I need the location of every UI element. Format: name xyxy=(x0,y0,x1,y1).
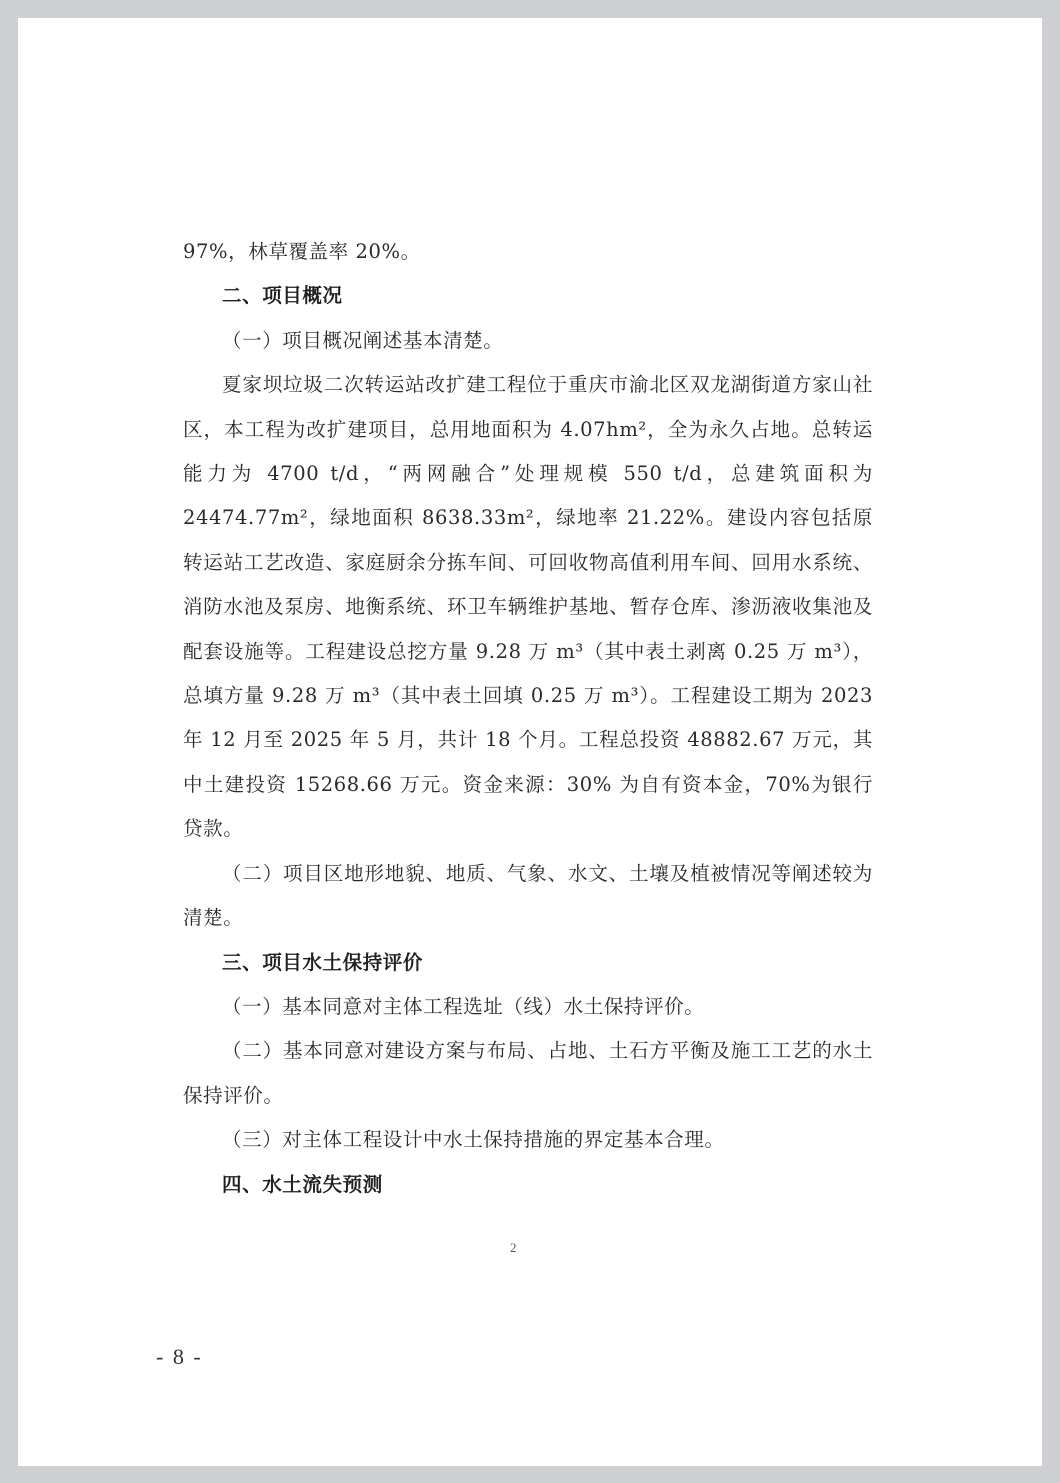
paragraph-site-conditions: （二）项目区地形地貌、地质、气象、水文、土壤及植被情况等阐述较为清楚。 xyxy=(183,861,873,930)
paragraph-project-description: 夏家坝垃圾二次转运站改扩建工程位于重庆市渝北区双龙湖街道方家山社区，本工程为改扩建项目，总用地面积为 4.07hm²，全为永久占地。总转运能力为 4700 t/d，“两网融合”处理规模 550 t/d，总建筑面积为 24474.77m²，绿地面积 8638.33m²，绿地率 21.22%。建设内容包括原转运站工艺改造、家庭厨余分拣车间、可回收物高值利用车间、回用水系统、消防水池及泵房、地衡系统、环卫车辆维护基地、暂存仓库、渗沥液收集池及配套设施等。工程建设总挖方量 9.28 万 m³（其中表土剥离 0.25 万 m³），总填方量 9.28 万 m³（其中表土回填 0.25 万 m³）。工程建设工期为 2023 年 12 月至 2025 年 5 月，共计 18 个月。工程总投资 48882.67 万元，其中土建投资 15268.66 万元。资金来源：30% 为自有资本金，70%为银行贷款。 xyxy=(183,373,873,841)
document-body xyxy=(183,230,873,1207)
paragraph-measures-definition: （三）对主体工程设计中水土保持措施的界定基本合理。 xyxy=(222,1128,725,1152)
paragraph-overview-clarity: （一）项目概况阐述基本清楚。 xyxy=(222,328,504,352)
section-heading-soil-water-evaluation: 三、项目水土保持评价 xyxy=(222,950,424,974)
scanned-page-number: 2 xyxy=(510,1240,517,1255)
page-number: - 8 - xyxy=(156,1344,203,1369)
paragraph-site-selection-evaluation: （一）基本同意对主体工程选址（线）水土保持评价。 xyxy=(222,994,705,1018)
document-page xyxy=(18,18,1042,1466)
paragraph-continuation: 97%，林草覆盖率 20%。 xyxy=(183,240,421,263)
paragraph-layout-evaluation: （二）基本同意对建设方案与布局、占地、土石方平衡及施工工艺的水土保持评价。 xyxy=(183,1039,873,1107)
section-heading-project-overview: 二、项目概况 xyxy=(222,284,343,308)
section-heading-soil-loss-prediction: 四、水土流失预测 xyxy=(222,1172,383,1196)
